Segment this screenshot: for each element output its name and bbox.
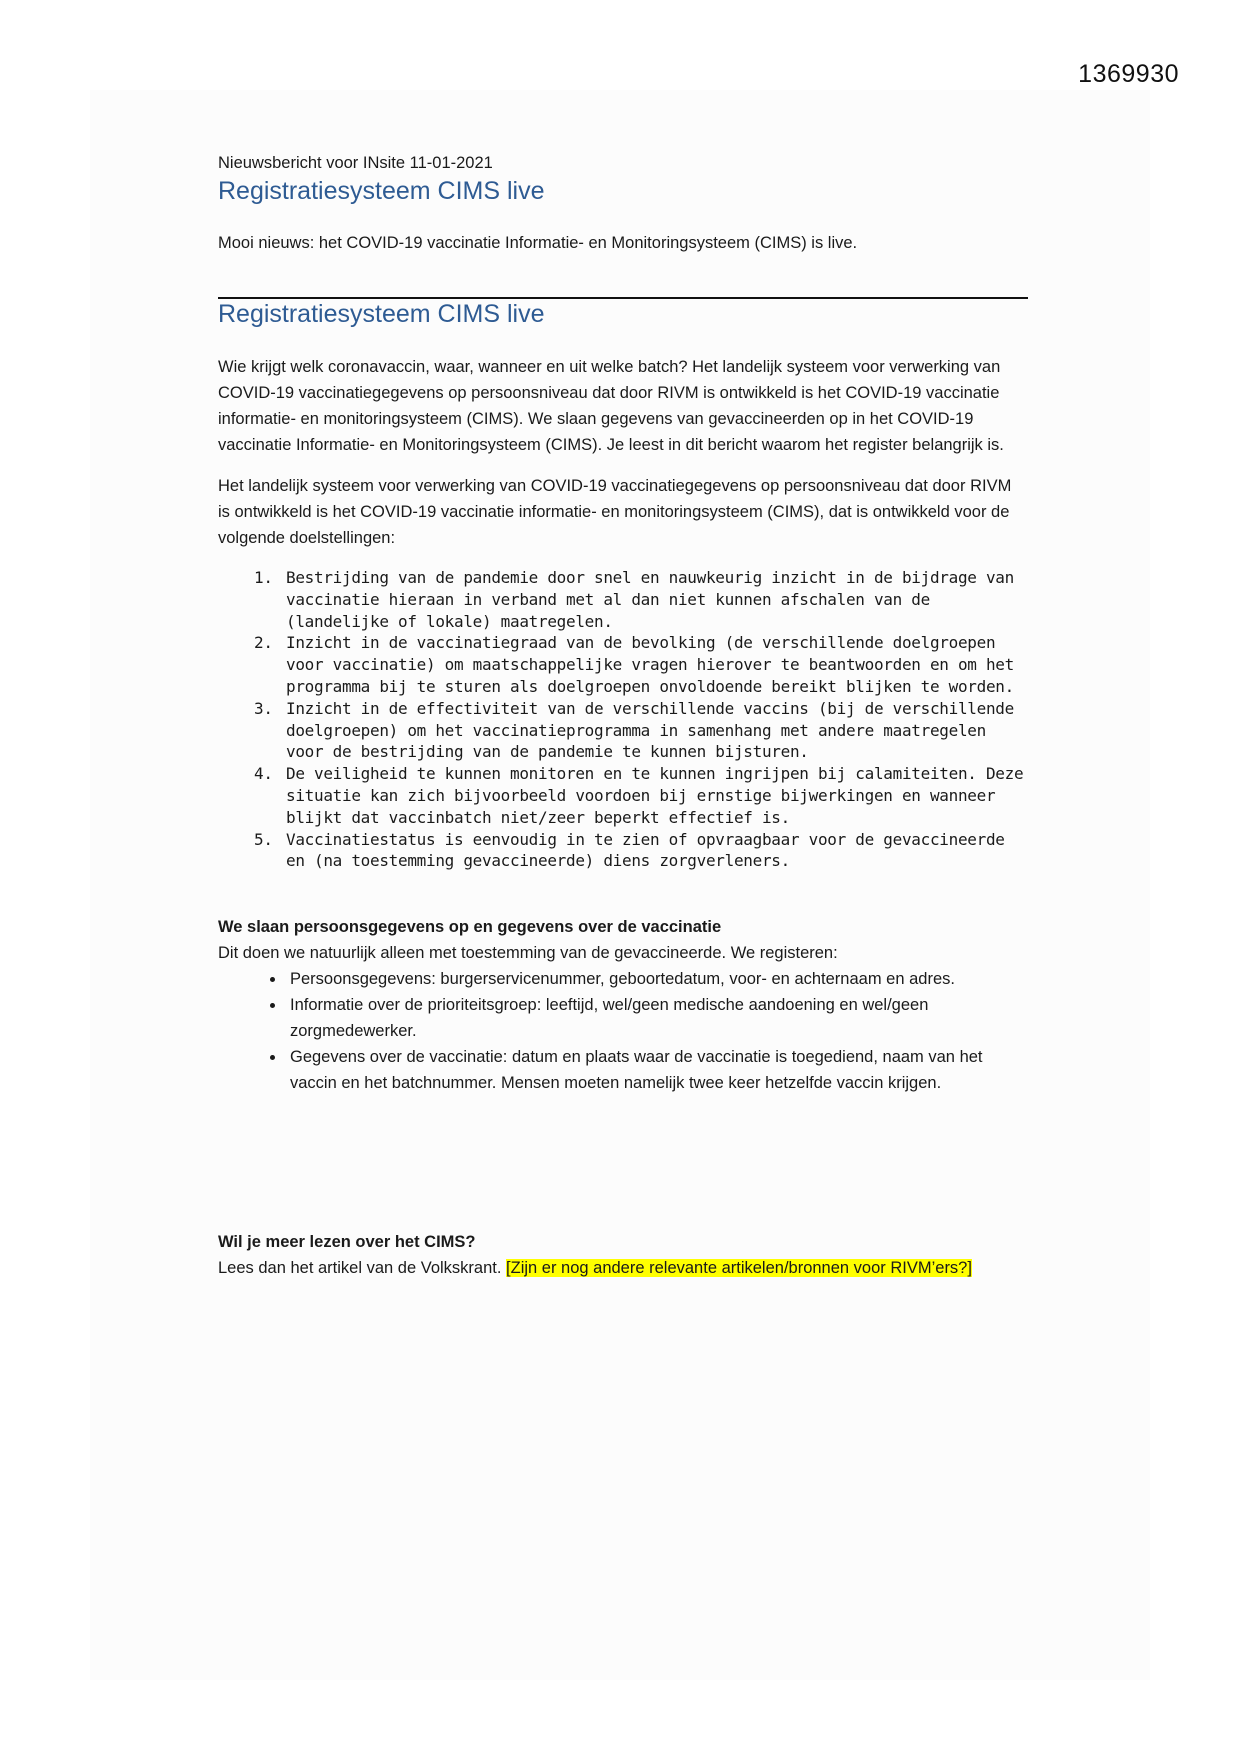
volkskrant-reference: Lees dan het artikel van de Volkskrant.	[218, 1259, 502, 1278]
paragraph-goals-intro: Het landelijk systeem voor verwerking van COVID-19 vaccinatiegegevens op persoonsniveau dat door RIVM is ontwikkeld is het COVID-19 vaccinatie informatie- en monitoringsysteem (CIMS), dat is ontwikkeld voor de volgende doelstellingen:	[218, 477, 1012, 547]
section-more-text	[218, 1255, 1026, 1281]
page-title: Registratiesysteem CIMS live	[218, 177, 545, 205]
goals-list	[218, 567, 1026, 872]
goal-item: 1. Bestrijding van de pandemie door snel en nauwkeurig inzicht in de bijdrage van vaccinatie hieraan in verband met al dan niet kunnen afschalen van de (landelijke of lokale) maatregelen.	[282, 567, 1026, 632]
list-item: • Persoonsgegevens: burgerservicenummer, geboortedatum, voor- en achternaam en adres.	[286, 966, 1026, 992]
document-body	[218, 150, 1026, 1281]
goal-item: 2. Inzicht in de vaccinatiegraad van de bevolking (de verschillende doelgroepen voor vaccinatie) om maatschappelijke vragen hierover te beantwoorden en om het programma bij te sturen als doelgroepen onvoldoende bereikt blijken te worden.	[282, 632, 1026, 697]
goal-item: 5. Vaccinatiestatus is eenvoudig in te zien of opvraagbaar voor de gevaccineerde en (na toestemming gevaccineerde) diens zorgverleners.	[282, 829, 1026, 873]
document-id: 1369930	[1078, 60, 1179, 88]
header-line: Nieuwsbericht voor INsite 11-01-2021	[218, 154, 493, 172]
registered-data-list	[218, 966, 1026, 1096]
section-more-heading: Wil je meer lezen over het CIMS?	[218, 1233, 476, 1252]
list-item: • Gegevens over de vaccinatie: datum en plaats waar de vaccinatie is toegediend, naam van het vaccin en het batchnummer. Mensen moeten namelijk twee keer hetzelfde vaccin krijgen.	[286, 1044, 1026, 1096]
intro-text: Mooi nieuws: het COVID-19 vaccinatie Informatie- en Monitoringsysteem (CIMS) is live.	[218, 234, 858, 252]
article-title: Registratiesysteem CIMS live	[218, 300, 545, 328]
highlighted-note: [Zijn er nog andere relevante artikelen/bronnen voor RIVM’ers?]	[506, 1259, 972, 1278]
goal-item: 4. De veiligheid te kunnen monitoren en te kunnen ingrijpen bij calamiteiten. Deze situatie kan zich bijvoorbeeld voordoen bij ernstige bijwerkingen en wanneer blijkt dat vaccinbatch niet/zeer beperkt effectief is.	[282, 763, 1026, 828]
list-item: • Informatie over de prioriteitsgroep: leeftijd, wel/geen medische aandoening en wel/geen zorgmedewerker.	[286, 992, 1026, 1044]
section-data-heading: We slaan persoonsgegevens op en gegevens over de vaccinatie	[218, 918, 722, 937]
paragraph-intro: Wie krijgt welk coronavaccin, waar, wanneer en uit welke batch? Het landelijk systeem voor verwerking van COVID-19 vaccinatiegegevens op persoonsniveau dat door RIVM is ontwikkeld is het COVID-19 vaccinatie informatie- en monitoringsysteem (CIMS). We slaan gegevens van gevaccineerden op in het COVID-19 vaccinatie Informatie- en Monitoringsysteem (CIMS). Je leest in dit bericht waarom het register belangrijk is.	[218, 358, 1004, 454]
goal-item: 3. Inzicht in de effectiviteit van de verschillende vaccins (bij de verschillende doelgroepen) om het vaccinatieprogramma in samenhang met andere maatregelen voor de bestrijding van de pandemie te kunnen bijsturen.	[282, 698, 1026, 763]
section-data-text: Dit doen we natuurlijk alleen met toestemming van de gevaccineerde. We registeren:	[218, 944, 838, 963]
